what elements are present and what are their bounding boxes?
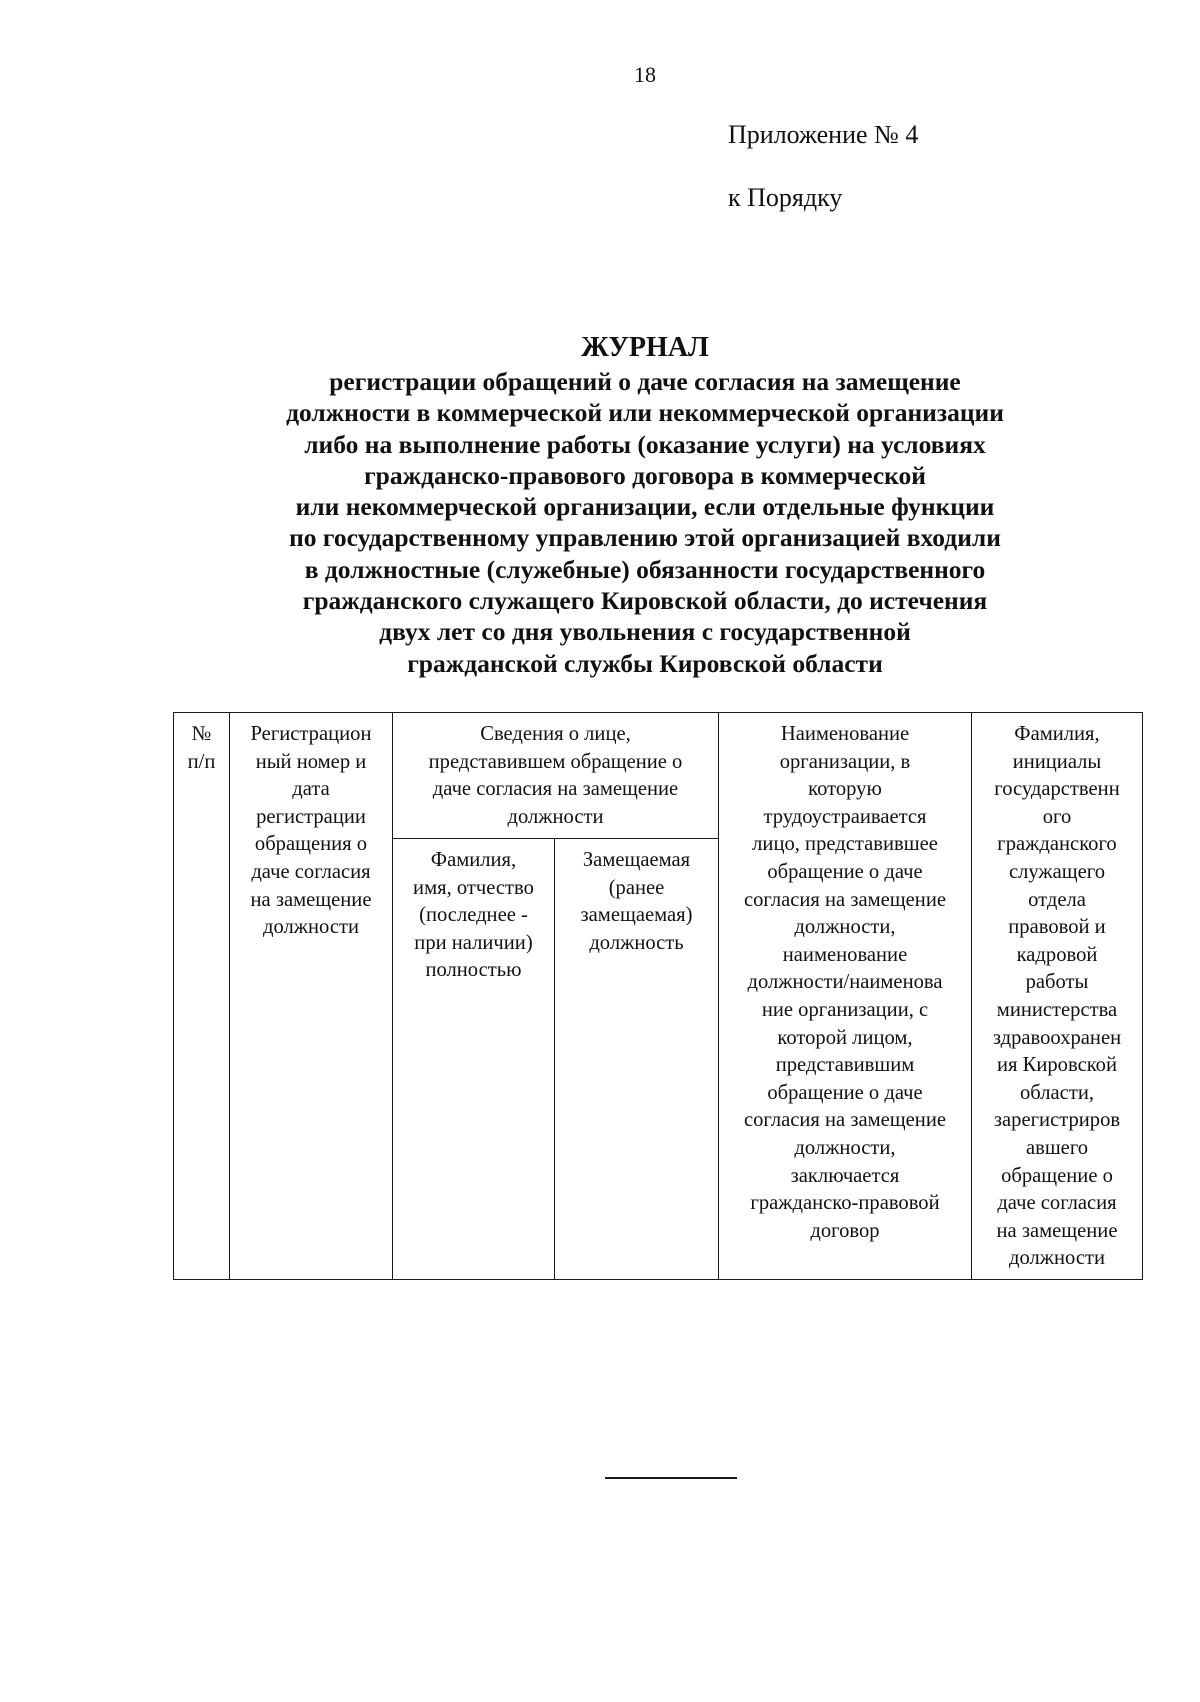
header-position: Замещаемая (ранее замещаемая) должность [555, 838, 719, 1279]
header-number: № п/п [174, 713, 230, 1280]
journal-title: ЖУРНАЛ [581, 332, 709, 363]
footer-divider [605, 1477, 737, 1479]
header-person-info: Сведения о лице, представившем обращение о даче согласия на замещение должности [393, 713, 719, 839]
header-employee: Фамилия, инициалы государственн ого гражданского служащего отдела правовой и кадровой работы министерства здравоохранен ия Кировской области, зарегистриров авшего обращение о даче согласия на замещение должности [972, 713, 1143, 1280]
header-organization: Наименование организации, в которую трудоустраивается лицо, представившее обращение о даче согласия на замещение должности, наименование должности/наименова ние организации, с которой лицом, представившим обращение о даче согласия на замещение должности, заключается гражданско-правовой договор [719, 713, 972, 1280]
header-registration: Регистрацион ный номер и дата регистрации обращения о даче согласия на замещение должности [230, 713, 393, 1280]
page-number: 18 [634, 62, 656, 87]
appendix-title: Приложение № 4 [728, 120, 919, 149]
appendix-subtitle: к Порядку [728, 183, 843, 212]
header-full-name: Фамилия, имя, отчество (последнее - при наличии) полностью [393, 838, 555, 1279]
journal-table [173, 712, 1143, 1280]
journal-subtitle: регистрации обращений о даче согласия на замещение должности в коммерческой или некоммерческой организации либо на выполнение работы (оказание услуги) на условиях гражданско-правового договора в коммерческой или некоммерческой организации, если отдельные функции по государственному управлению этой организацией входили в должностные (служебные) обязанности государственного гражданского служащего Кировской области, до истечения двух лет со дня увольнения с государственной гражданской службы Кировской области [286, 367, 1004, 678]
table-header-row [174, 713, 1143, 839]
